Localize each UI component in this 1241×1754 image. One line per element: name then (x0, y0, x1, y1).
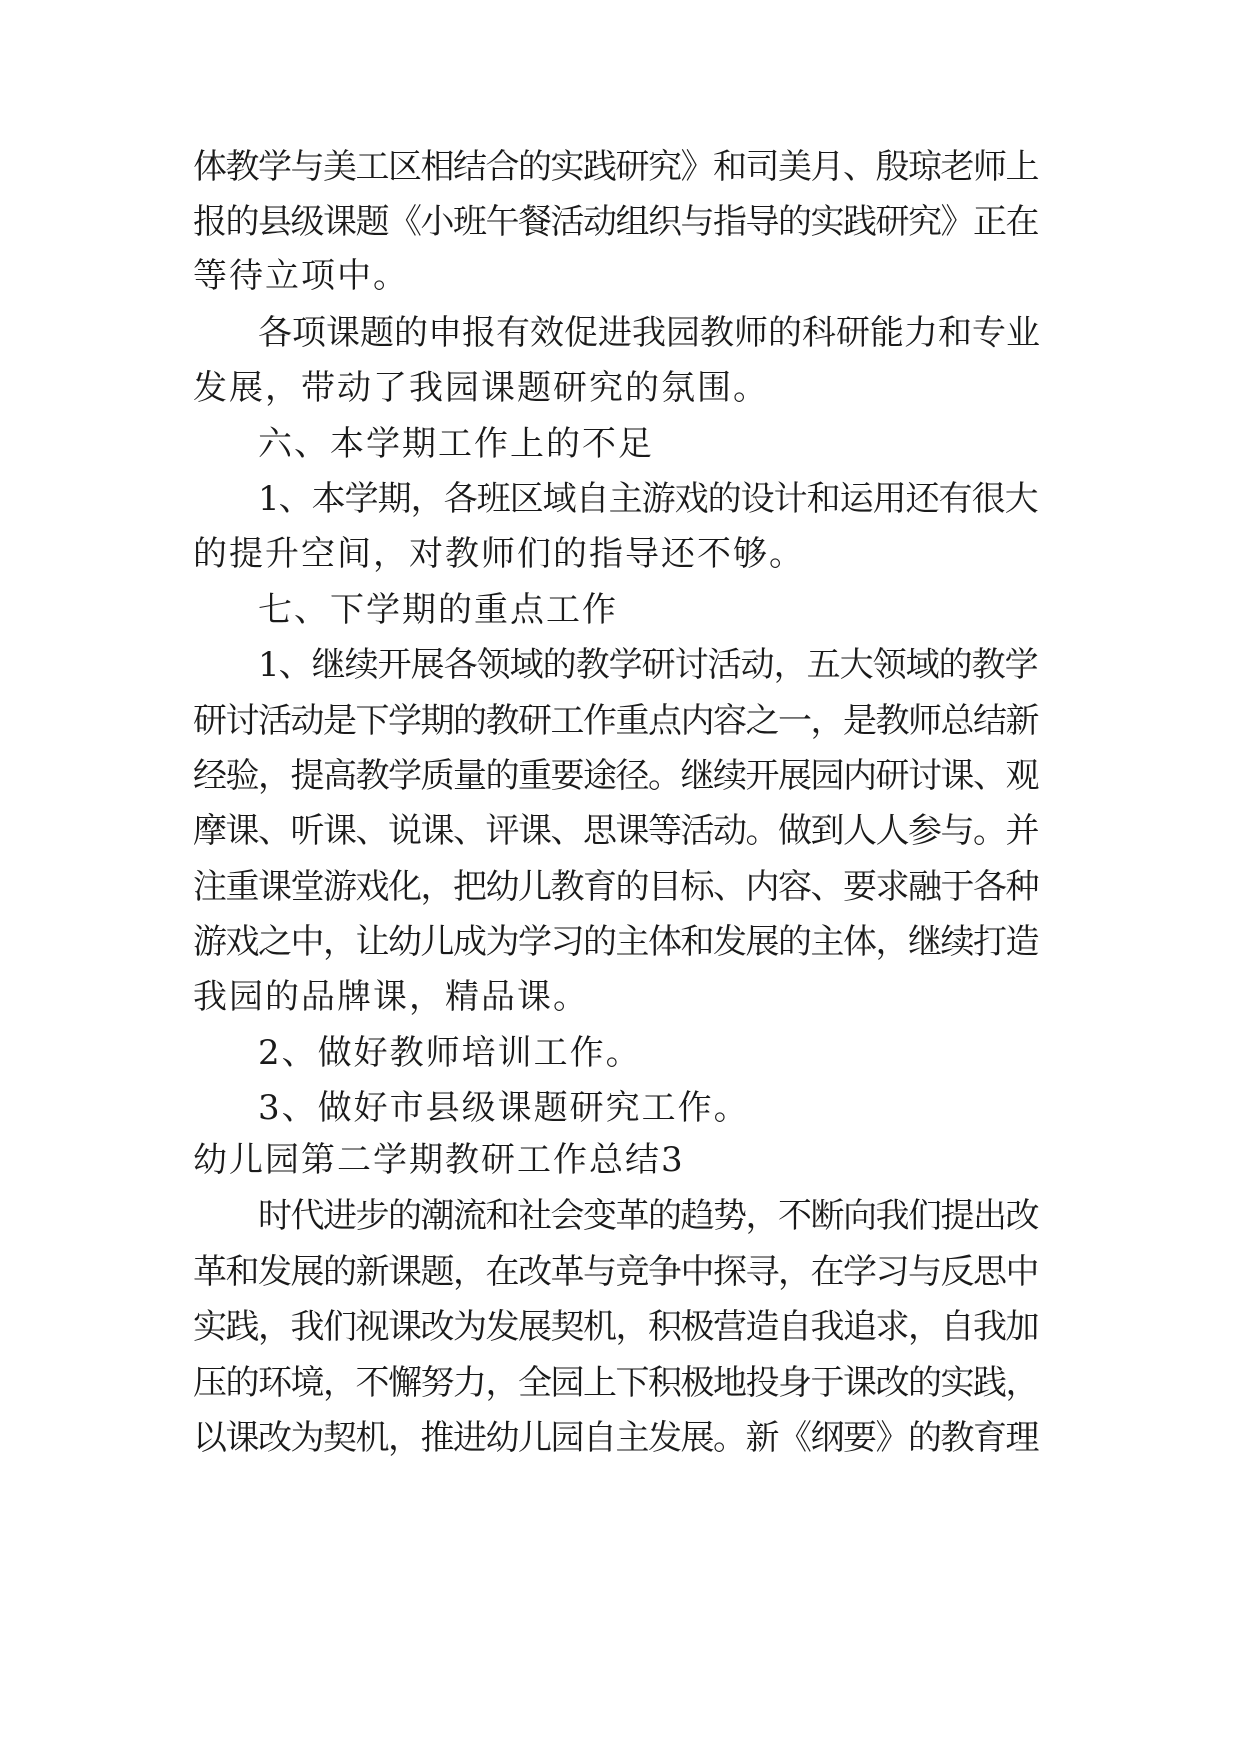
paragraph-line: 1、继续开展各领域的教学研讨活动，五大领域的教学 (258, 645, 1038, 685)
paragraph-line: 报的县级课题《小班午餐活动组织与指导的实践研究》正在 (193, 202, 1038, 242)
paragraph-line: 各项课题的申报有效促进我园教师的科研能力和专业 (258, 313, 1040, 353)
section-heading: 七、下学期的重点工作 (258, 590, 618, 630)
paragraph-line: 发展，带动了我园课题研究的氛围。 (193, 368, 769, 408)
paragraph-line: 实践，我们视课改为发展契机，积极营造自我追求，自我加 (193, 1307, 1038, 1347)
paragraph-line: 等待立项中。 (193, 256, 409, 296)
paragraph-line: 的提升空间，对教师们的指导还不够。 (193, 534, 805, 574)
paragraph-line: 研讨活动是下学期的教研工作重点内容之一，是教师总结新 (193, 701, 1038, 741)
paragraph-line: 时代进步的潮流和社会变革的趋势，不断向我们提出改 (258, 1196, 1038, 1236)
paragraph-line: 1、本学期，各班区域自主游戏的设计和运用还有很大 (258, 479, 1038, 519)
list-item: 2、做好教师培训工作。 (258, 1033, 642, 1073)
paragraph-line: 摩课、听课、说课、评课、思课等活动。做到人人参与。并 (193, 811, 1038, 851)
paragraph-line: 以课改为契机，推进幼儿园自主发展。新《纲要》的教育理 (193, 1418, 1038, 1458)
paragraph-line: 经验，提高教学质量的重要途径。继续开展园内研讨课、观 (193, 756, 1038, 796)
document-title: 幼儿园第二学期教研工作总结3 (193, 1140, 685, 1180)
paragraph-line: 游戏之中，让幼儿成为学习的主体和发展的主体，继续打造 (193, 922, 1038, 962)
paragraph-line: 注重课堂游戏化，把幼儿教育的目标、内容、要求融于各种 (193, 867, 1038, 907)
paragraph-line: 我园的品牌课，精品课。 (193, 977, 589, 1017)
paragraph-line: 压的环境，不懈努力，全园上下积极地投身于课改的实践， (193, 1363, 1038, 1403)
section-heading: 六、本学期工作上的不足 (258, 424, 654, 464)
paragraph-line: 体教学与美工区相结合的实践研究》和司美月、殷琼老师上 (193, 147, 1038, 187)
paragraph-line: 革和发展的新课题，在改革与竞争中探寻，在学习与反思中 (193, 1252, 1038, 1292)
list-item: 3、做好市县级课题研究工作。 (258, 1088, 750, 1128)
